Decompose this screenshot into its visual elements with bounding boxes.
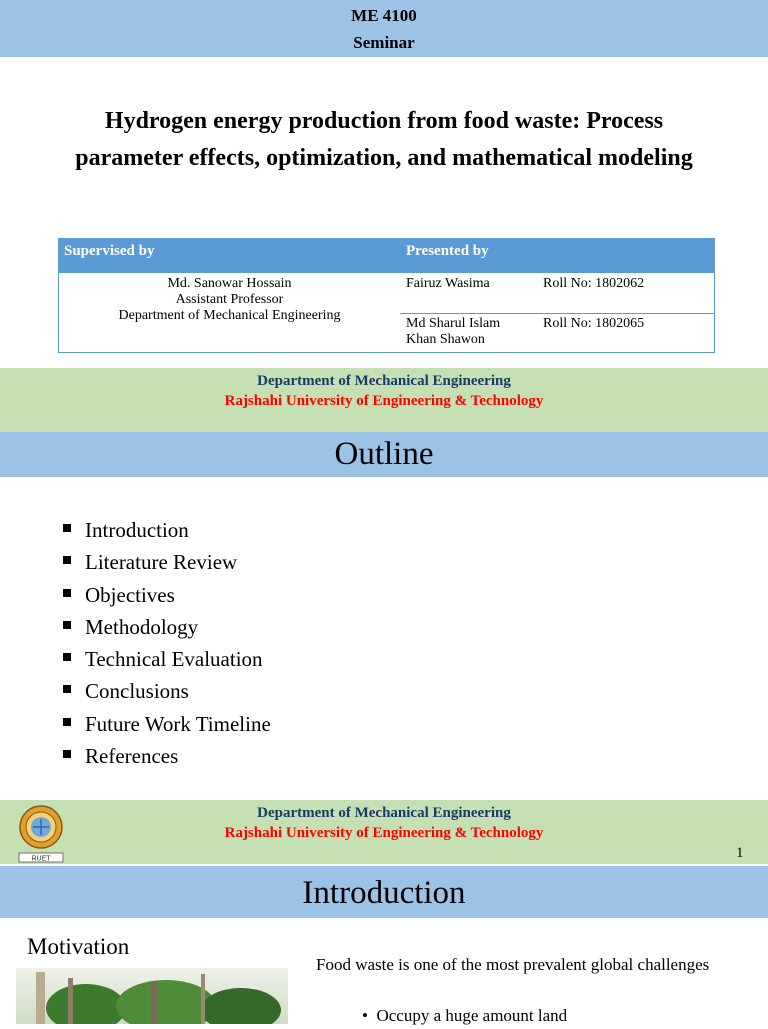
presentation-type: Seminar — [353, 33, 415, 52]
bullet-square-icon — [63, 653, 71, 661]
ruet-logo-icon — [16, 803, 66, 863]
presenter-info-table — [58, 238, 715, 353]
presenter-roll: Roll No: 1802062 — [543, 276, 645, 291]
bullet-square-icon — [63, 556, 71, 564]
supervisor-department: Department of Mechanical Engineering — [118, 308, 341, 323]
presenter-name: Md Sharul Islam Khan Shawon — [406, 316, 501, 347]
slide2-footer — [0, 800, 768, 864]
presenter-roll: Roll No: 1802065 — [543, 316, 645, 331]
outline-heading: Outline — [334, 436, 434, 472]
food-waste-photo — [16, 968, 288, 1024]
outline-header-bar — [0, 432, 768, 477]
bullet-square-icon — [63, 685, 71, 693]
bullet-dot-icon: • — [362, 1006, 377, 1025]
bullet-square-icon — [63, 750, 71, 758]
footer-department: Department of Mechanical Engineering — [257, 373, 511, 389]
presented-by-header: Presented by — [406, 243, 489, 259]
food-waste-statement: Food waste is one of the most prevalent global challenges — [316, 955, 710, 974]
supervisor-cell — [59, 273, 400, 352]
row-divider — [400, 313, 714, 314]
course-code: ME 4100 — [351, 6, 417, 25]
bullet-square-icon — [63, 524, 71, 532]
presentation-title: Hydrogen energy production from food waste: Process parameter effects, optimization, and mathematical modeling — [75, 108, 693, 171]
supervisor-position: Assistant Professor — [175, 292, 284, 307]
footer-university: Rajshahi University of Engineering & Technology — [224, 393, 544, 409]
footer-department: Department of Mechanical Engineering — [257, 805, 511, 821]
table-header-row — [59, 239, 714, 273]
bullet-square-icon — [63, 718, 71, 726]
seminar-header-bar — [0, 0, 768, 57]
supervisor-name: Md. Sanowar Hossain — [167, 276, 292, 291]
introduction-heading: Introduction — [302, 875, 466, 911]
introduction-header-bar — [0, 866, 768, 918]
page-number: 1 — [736, 845, 744, 861]
slide1-footer — [0, 368, 768, 432]
presenter-name: Fairuz Wasima — [406, 276, 490, 291]
supervised-by-header: Supervised by — [64, 243, 155, 259]
svg-text:RUET: RUET — [31, 855, 51, 863]
list-item: • Occupy a huge amount land — [362, 1006, 568, 1025]
bullet-square-icon — [63, 589, 71, 597]
motivation-subheading: Motivation — [27, 934, 130, 959]
footer-university: Rajshahi University of Engineering & Technology — [224, 825, 544, 841]
bullet-square-icon — [63, 621, 71, 629]
